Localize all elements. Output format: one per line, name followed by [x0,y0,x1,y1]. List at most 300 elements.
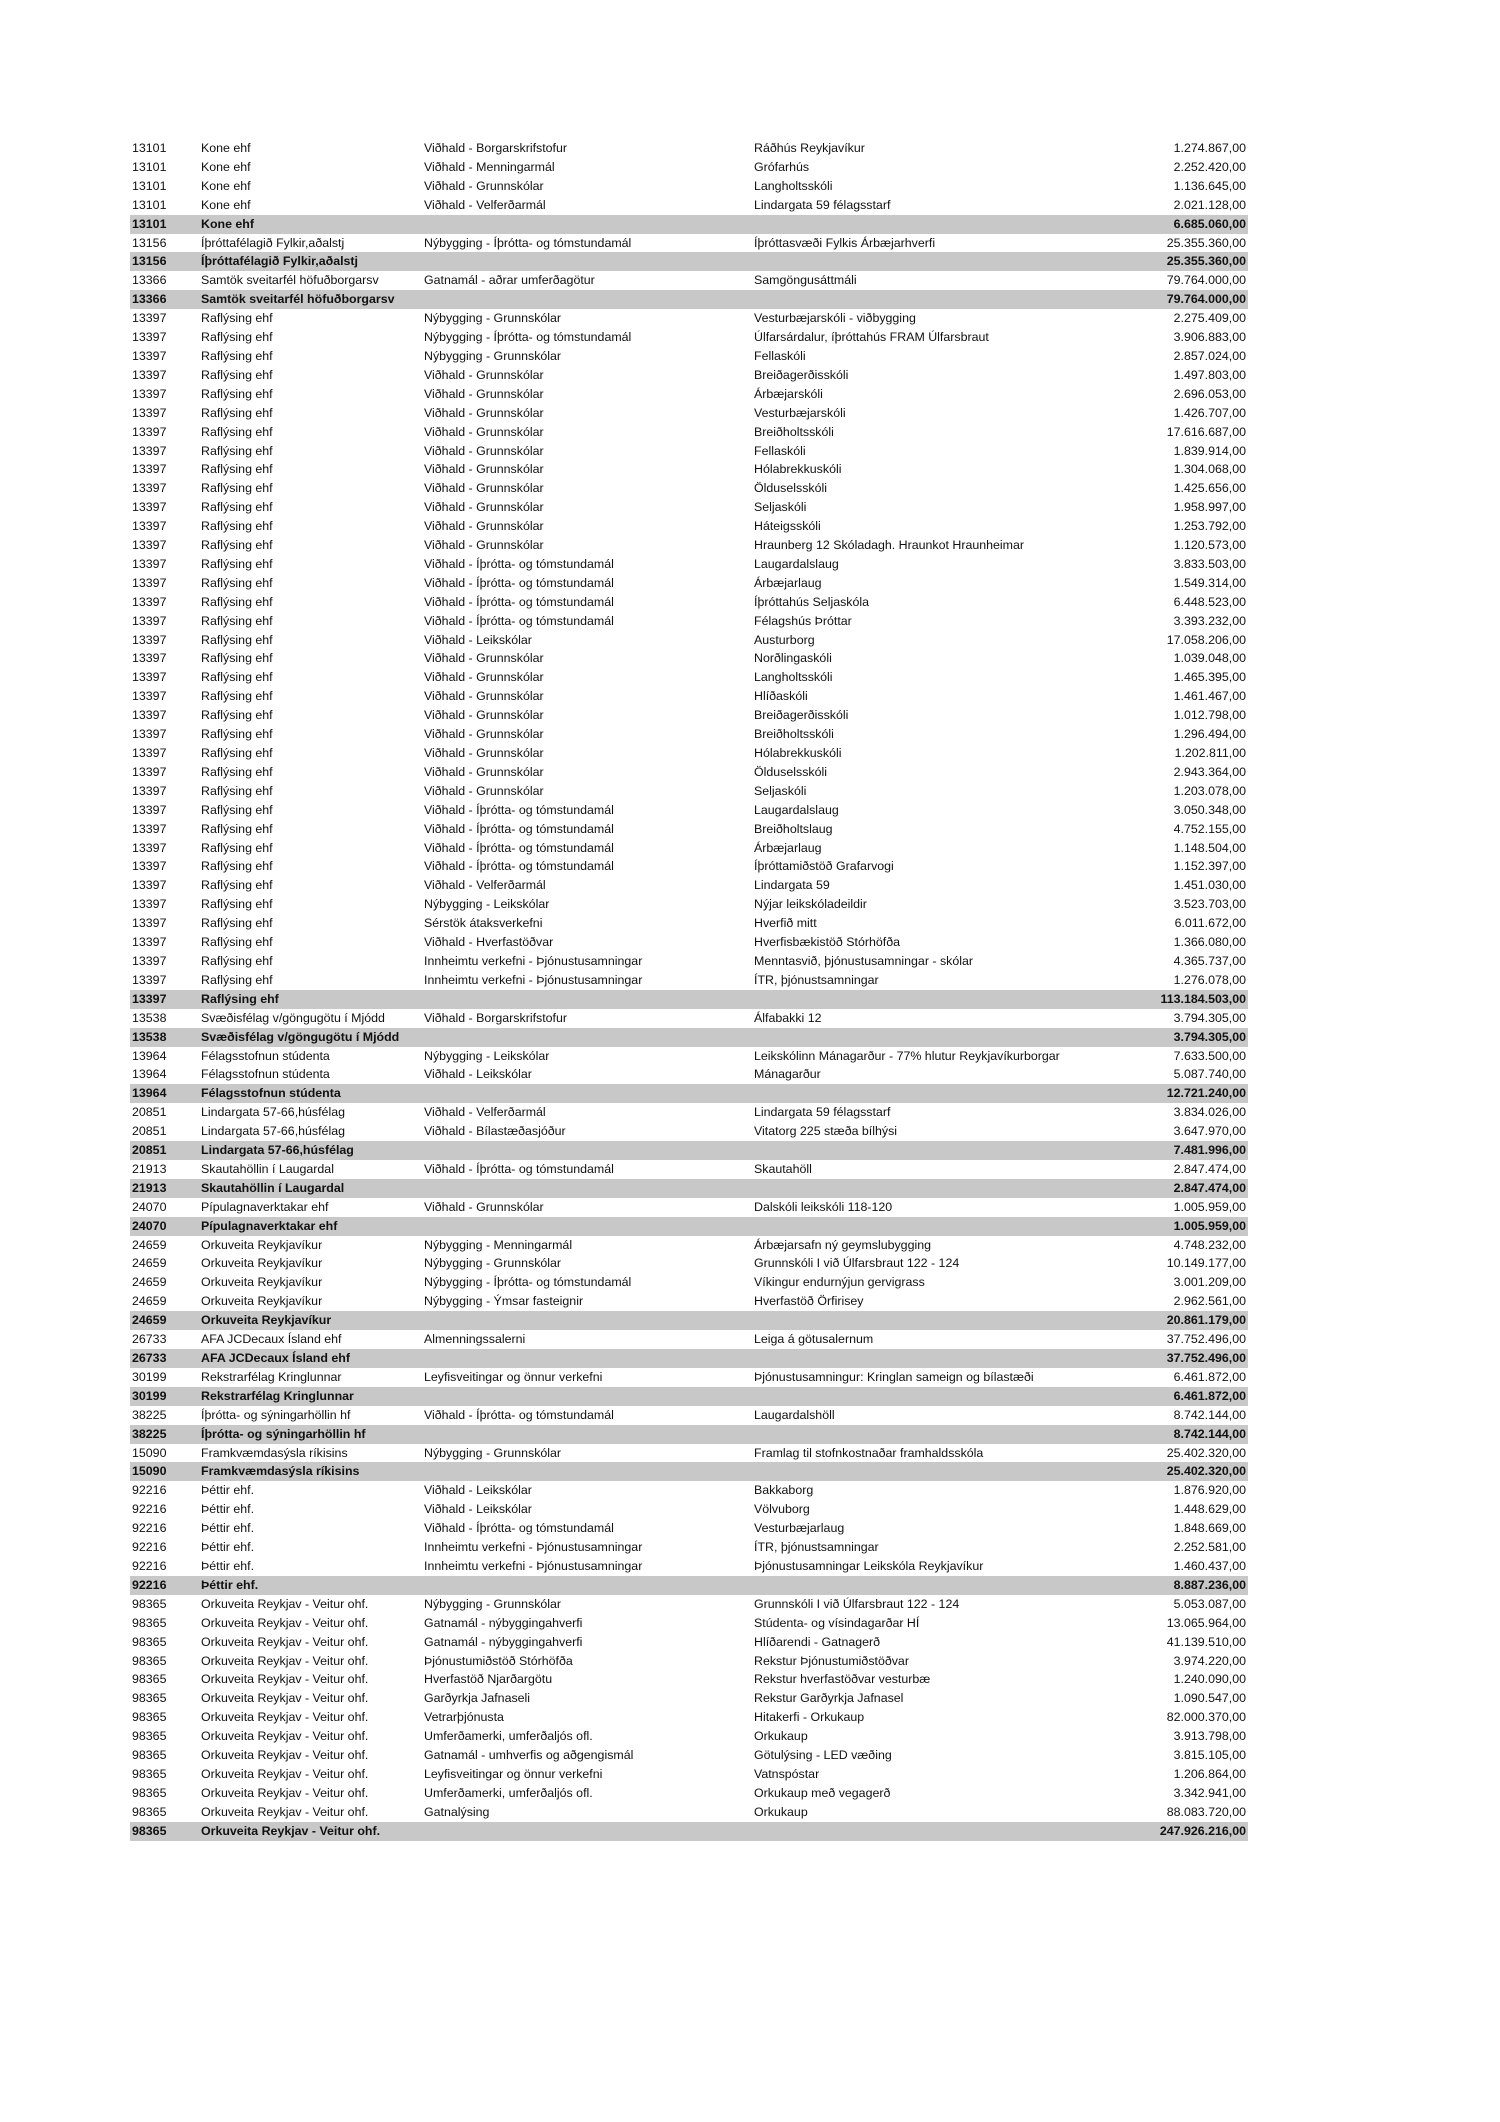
table-row [130,1633,1248,1652]
project-cell [754,290,1144,309]
category-cell: Umferðamerki, umferðaljós ofl. [424,1729,593,1744]
vendor-name-cell: Kone ehf [201,216,255,231]
subtotal-row [130,1084,1248,1103]
table-row [130,1236,1248,1255]
category-cell: Viðhald - Grunnskólar [424,500,544,515]
amount-cell: 25.355.360,00 [1166,254,1246,269]
category-cell: Leyfisveitingar og önnur verkefni [424,1766,603,1781]
category-cell: Gatnamál - nýbyggingahverfi [424,1634,583,1649]
category-cell: Gatnalýsing [424,1804,490,1819]
vendor-name-cell: Raflýsing ehf [201,481,273,496]
vendor-id-cell: 13397 [132,405,167,420]
vendor-name-cell: Íþrótta- og sýningarhöllin hf [201,1426,366,1441]
category-cell: Viðhald - Íþrótta- og tómstundamál [424,859,614,874]
amount-cell: 37.752.496,00 [1166,1351,1246,1365]
vendor-id-cell: 13397 [132,670,167,685]
amount-cell: 6.011.672,00 [1174,916,1246,931]
vendor-name-cell: Lindargata 57-66,húsfélag [201,1105,345,1120]
vendor-id-cell: 13397 [132,613,167,628]
vendor-name-cell: Raflýsing ehf [201,897,273,912]
vendor-name-cell: Raflýsing ehf [201,727,273,742]
vendor-name-cell: Orkuveita Reykjavíkur [201,1256,323,1271]
project-cell: Langholtsskóli [754,670,833,685]
category-cell: Innheimtu verkefni - Þjónustusamningar [424,953,643,968]
amount-cell: 1.039.048,00 [1173,651,1246,666]
project-cell: Mánagarður [754,1067,821,1082]
vendor-id-cell: 98365 [132,1615,167,1630]
category-cell: Viðhald - Grunnskólar [424,746,544,760]
table-row [130,1727,1248,1746]
project-cell [754,1217,1144,1236]
vendor-id-cell: 24070 [132,1199,167,1214]
vendor-name-cell: Íþróttafélagið Fylkir,aðalstj [201,254,358,269]
category-cell: Nýbygging - Grunnskólar [424,348,562,363]
table-row [130,1500,1248,1519]
vendor-name-cell: Orkuveita Reykjav - Veitur ohf. [201,1691,369,1706]
project-cell: ÍTR, þjónustsamningar [754,972,879,987]
amount-cell: 3.647.970,00 [1173,1124,1246,1139]
vendor-name-cell: Raflýsing ehf [201,953,273,968]
table-row [130,649,1248,668]
table-row [130,1652,1248,1671]
vendor-id-cell: 92216 [132,1521,167,1536]
subtotal-row [130,1576,1248,1595]
table-row [130,1368,1248,1387]
vendor-id-cell: 13397 [132,991,167,1006]
amount-cell: 8.887.236,00 [1173,1577,1246,1592]
vendor-name-cell: AFA JCDecaux Ísland ehf [201,1332,342,1347]
category-cell: Viðhald - Velferðarmál [424,197,546,212]
table-row [130,1670,1248,1689]
amount-cell: 8.742.144,00 [1173,1426,1246,1441]
vendor-name-cell: Skautahöllin í Laugardal [201,1161,334,1176]
vendor-name-cell: Kone ehf [201,197,251,212]
category-cell: Viðhald - Leikskólar [424,632,532,647]
vendor-id-cell: 13366 [132,273,167,288]
vendor-name-cell: Raflýsing ehf [201,348,273,363]
vendor-id-cell: 20851 [132,1105,167,1120]
project-cell: Götulýsing - LED væðing [754,1748,892,1763]
vendor-name-cell: Framkvæmdasýsla ríkisins [201,1464,360,1479]
vendor-id-cell: 13101 [132,141,167,155]
vendor-id-cell: 13156 [132,254,167,269]
project-cell: Vatnspóstar [754,1766,820,1781]
table-row [130,687,1248,706]
subtotal-row [130,1311,1248,1330]
table-row [130,158,1248,177]
category-cell: Gatnamál - umhverfis og aðgengismál [424,1748,634,1763]
amount-cell: 2.696.053,00 [1173,386,1246,401]
category-cell: Viðhald - Leikskólar [424,1067,532,1082]
ledger-table [130,139,1248,1841]
vendor-name-cell: Kone ehf [201,159,251,174]
vendor-id-cell: 13397 [132,821,167,836]
vendor-id-cell: 92216 [132,1540,167,1555]
project-cell: Hverfastöð Örfirisey [754,1294,864,1309]
category-cell: Viðhald - Grunnskólar [424,783,544,798]
vendor-id-cell: 38225 [132,1426,167,1441]
vendor-id-cell: 30199 [132,1369,167,1384]
amount-cell: 4.365.737,00 [1173,953,1246,968]
amount-cell: 1.005.959,00 [1173,1199,1246,1214]
vendor-id-cell: 21913 [132,1180,167,1195]
vendor-name-cell: Þéttir ehf. [201,1558,255,1573]
category-cell: Nýbygging - Leikskólar [424,897,550,912]
project-cell: Breiðholtsskóli [754,424,834,439]
project-cell: Háteigsskóli [754,519,821,534]
project-cell: Vesturbæjarskóli [754,405,846,420]
category-cell: Viðhald - Íþrótta- og tómstundamál [424,575,614,590]
category-cell [424,1576,754,1595]
vendor-name-cell: Svæðisfélag v/göngugötu í Mjódd [201,1010,385,1025]
category-cell: Viðhald - Borgarskrifstofur [424,1010,568,1025]
project-cell: Lindargata 59 [754,878,830,893]
vendor-name-cell: Raflýsing ehf [201,632,273,647]
project-cell: Laugardalshöll [754,1407,835,1422]
category-cell [424,1084,754,1103]
vendor-id-cell: 13101 [132,216,167,231]
category-cell: Nýbygging - Grunnskólar [424,311,562,326]
project-cell: Hverfisbækistöð Stórhöfða [754,935,901,950]
vendor-name-cell: Raflýsing ehf [201,500,273,515]
table-row [130,914,1248,933]
vendor-name-cell: Orkuveita Reykjav - Veitur ohf. [201,1596,369,1611]
vendor-id-cell: 15090 [132,1464,167,1479]
table-row [130,820,1248,839]
category-cell: Viðhald - Menningarmál [424,159,555,174]
table-row [130,574,1248,593]
vendor-name-cell: Raflýsing ehf [201,821,273,836]
amount-cell: 3.342.941,00 [1173,1785,1246,1800]
category-cell [424,290,754,309]
subtotal-row [130,215,1248,234]
vendor-name-cell: Raflýsing ehf [201,519,273,534]
project-cell [754,1179,1144,1198]
amount-cell: 1.497.803,00 [1173,367,1246,382]
subtotal-row [130,1425,1248,1444]
amount-cell: 1.549.314,00 [1173,575,1246,590]
project-cell: Hólabrekkuskóli [754,746,842,760]
vendor-name-cell: Svæðisfélag v/göngugötu í Mjódd [201,1029,400,1044]
vendor-name-cell: Orkuveita Reykjavíkur [201,1294,323,1309]
vendor-id-cell: 13397 [132,689,167,704]
project-cell: Hólabrekkuskóli [754,462,842,477]
amount-cell: 25.355.360,00 [1166,235,1246,250]
subtotal-row [130,1462,1248,1481]
table-row [130,801,1248,820]
subtotal-row [130,990,1248,1009]
table-row [130,933,1248,952]
category-cell: Viðhald - Grunnskólar [424,367,544,382]
amount-cell: 3.794.305,00 [1173,1010,1246,1025]
table-row [130,1481,1248,1500]
subtotal-row [130,252,1248,271]
vendor-id-cell: 98365 [132,1710,167,1725]
project-cell: Vitatorg 225 stæða bílhýsi [754,1124,898,1139]
vendor-name-cell: Samtök sveitarfél höfuðborgarsv [201,273,379,288]
vendor-id-cell: 13538 [132,1029,167,1044]
vendor-id-cell: 13397 [132,462,167,477]
category-cell: Viðhald - Íþrótta- og tómstundamál [424,1161,614,1176]
amount-cell: 10.149.177,00 [1166,1256,1246,1271]
amount-cell: 3.834.026,00 [1173,1105,1246,1120]
vendor-name-cell: Raflýsing ehf [201,386,273,401]
category-cell [424,1179,754,1198]
project-cell: Árbæjarlaug [754,840,822,855]
table-row [130,725,1248,744]
vendor-name-cell: Raflýsing ehf [201,972,273,987]
amount-cell: 13.065.964,00 [1166,1615,1246,1630]
vendor-id-cell: 13397 [132,556,167,571]
vendor-id-cell: 20851 [132,1124,167,1139]
amount-cell: 1.253.792,00 [1173,519,1246,534]
category-cell [424,1462,754,1481]
vendor-name-cell: Þéttir ehf. [201,1577,259,1592]
vendor-name-cell: Þéttir ehf. [201,1502,255,1517]
amount-cell: 12.721.240,00 [1166,1086,1246,1101]
amount-cell: 6.685.060,00 [1173,216,1246,231]
vendor-id-cell: 13397 [132,538,167,553]
category-cell [424,215,754,234]
vendor-id-cell: 13397 [132,802,167,817]
vendor-id-cell: 13397 [132,878,167,893]
category-cell: Viðhald - Velferðarmál [424,878,546,893]
vendor-id-cell: 13101 [132,178,167,193]
project-cell: Langholtsskóli [754,178,833,193]
category-cell: Nýbygging - Grunnskólar [424,1445,562,1460]
vendor-id-cell: 13101 [132,159,167,174]
vendor-id-cell: 13538 [132,1010,167,1025]
category-cell: Nýbygging - Menningarmál [424,1237,573,1252]
category-cell: Viðhald - Hverfastöðvar [424,935,554,950]
vendor-name-cell: Raflýsing ehf [201,462,273,477]
table-row [130,1273,1248,1292]
amount-cell: 1.202.811,00 [1174,746,1246,760]
vendor-id-cell: 92216 [132,1558,167,1573]
amount-cell: 113.184.503,00 [1160,991,1246,1006]
category-cell: Nýbygging - Leikskólar [424,1048,550,1063]
project-cell: Leikskólinn Mánagarður - 77% hlutur Reykjavíkurborgar [754,1048,1060,1063]
table-row [130,366,1248,385]
project-cell: Lindargata 59 félagsstarf [754,1105,891,1120]
amount-cell: 1.296.494,00 [1173,727,1246,742]
vendor-id-cell: 13366 [132,292,167,307]
table-row [130,1689,1248,1708]
category-cell: Viðhald - Grunnskólar [424,443,544,458]
vendor-name-cell: Raflýsing ehf [201,424,273,439]
vendor-name-cell: Raflýsing ehf [201,764,273,779]
amount-cell: 41.139.510,00 [1166,1634,1246,1649]
category-cell: Sérstök átaksverkefni [424,916,543,931]
category-cell: Hverfastöð Njarðargötu [424,1672,553,1687]
vendor-name-cell: Raflýsing ehf [201,708,273,723]
table-row [130,271,1248,290]
amount-cell: 3.974.220,00 [1173,1653,1246,1668]
vendor-name-cell: Kone ehf [201,141,251,155]
project-cell: Víkingur endurnýjun gervigrass [754,1275,925,1290]
amount-cell: 37.752.496,00 [1166,1332,1246,1347]
project-cell: Rekstur hverfastöðvar vesturbæ [754,1672,931,1687]
vendor-id-cell: 98365 [132,1748,167,1763]
amount-cell: 2.252.420,00 [1173,159,1246,174]
vendor-id-cell: 98365 [132,1804,167,1819]
table-row [130,744,1248,763]
category-cell [424,1349,754,1368]
vendor-id-cell: 13397 [132,746,167,760]
vendor-name-cell: Raflýsing ehf [201,878,273,893]
table-row [130,876,1248,895]
category-cell: Nýbygging - Grunnskólar [424,1256,562,1271]
table-row [130,895,1248,914]
category-cell: Innheimtu verkefni - Þjónustusamningar [424,972,643,987]
subtotal-row [130,1822,1248,1841]
project-cell: Framlag til stofnkostnaðar framhaldsskóla [754,1445,984,1460]
project-cell: Hverfið mitt [754,916,817,931]
project-cell: Vesturbæjarlaug [754,1521,845,1536]
table-row [130,1538,1248,1557]
amount-cell: 2.252.581,00 [1173,1540,1246,1555]
project-cell: Menntasvið, þjónustusamningar - skólar [754,953,974,968]
project-cell [754,1311,1144,1330]
category-cell: Viðhald - Íþrótta- og tómstundamál [424,840,614,855]
vendor-id-cell: 98365 [132,1596,167,1611]
category-cell: Garðyrkja Jafnaseli [424,1691,531,1706]
vendor-id-cell: 92216 [132,1577,167,1592]
vendor-id-cell: 13397 [132,632,167,647]
category-cell: Viðhald - Leikskólar [424,1502,532,1517]
vendor-name-cell: Félagsstofnun stúdenta [201,1086,341,1101]
vendor-name-cell: Orkuveita Reykjav - Veitur ohf. [201,1729,369,1744]
vendor-name-cell: Orkuveita Reykjavíkur [201,1313,332,1328]
vendor-id-cell: 15090 [132,1445,167,1460]
amount-cell: 2.962.561,00 [1173,1294,1246,1309]
table-row [130,706,1248,725]
vendor-name-cell: Raflýsing ehf [201,575,273,590]
vendor-name-cell: Raflýsing ehf [201,311,273,326]
project-cell: Laugardalslaug [754,556,839,571]
vendor-name-cell: Raflýsing ehf [201,367,273,382]
category-cell: Viðhald - Grunnskólar [424,670,544,685]
project-cell [754,1084,1144,1103]
vendor-id-cell: 13397 [132,575,167,590]
project-cell: Samgöngusáttmáli [754,273,857,288]
vendor-name-cell: Raflýsing ehf [201,916,273,931]
vendor-name-cell: Félagsstofnun stúdenta [201,1067,330,1082]
amount-cell: 1.206.864,00 [1173,1766,1246,1781]
vendor-id-cell: 24070 [132,1218,167,1233]
table-row [130,1595,1248,1614]
table-row [130,631,1248,650]
category-cell: Viðhald - Grunnskólar [424,481,544,496]
table-row [130,1103,1248,1122]
project-cell: Árbæjarskóli [754,386,823,401]
category-cell: Viðhald - Grunnskólar [424,178,544,193]
category-cell: Viðhald - Velferðarmál [424,1105,546,1120]
amount-cell: 3.833.503,00 [1173,556,1246,571]
project-cell [754,1141,1144,1160]
vendor-id-cell: 13397 [132,897,167,912]
vendor-name-cell: Raflýsing ehf [201,859,273,874]
project-cell [754,252,1144,271]
table-row [130,1708,1248,1727]
vendor-id-cell: 13101 [132,197,167,212]
amount-cell: 1.425.656,00 [1173,481,1246,496]
table-row [130,404,1248,423]
category-cell: Viðhald - Grunnskólar [424,764,544,779]
vendor-name-cell: Raflýsing ehf [201,935,273,950]
amount-cell: 1.848.669,00 [1173,1521,1246,1536]
table-row [130,328,1248,347]
subtotal-row [130,1387,1248,1406]
vendor-id-cell: 30199 [132,1388,167,1403]
vendor-name-cell: Raflýsing ehf [201,746,273,760]
category-cell: Viðhald - Grunnskólar [424,1199,544,1214]
vendor-id-cell: 98365 [132,1766,167,1781]
amount-cell: 2.847.474,00 [1173,1161,1246,1176]
amount-cell: 1.304.068,00 [1173,462,1246,477]
amount-cell: 2.943.364,00 [1173,764,1246,779]
vendor-name-cell: Rekstrarfélag Kringlunnar [201,1369,342,1384]
category-cell: Viðhald - Grunnskólar [424,538,544,553]
amount-cell: 79.764.000,00 [1166,292,1246,307]
amount-cell: 1.274.867,00 [1173,141,1246,155]
table-row [130,1009,1248,1028]
vendor-name-cell: Skautahöllin í Laugardal [201,1180,345,1195]
project-cell: Hlíðarendi - Gatnagerð [754,1634,881,1649]
vendor-id-cell: 13964 [132,1067,167,1082]
vendor-id-cell: 13397 [132,443,167,458]
vendor-name-cell: Raflýsing ehf [201,594,273,609]
table-row [130,309,1248,328]
vendor-id-cell: 13397 [132,311,167,326]
project-cell: Úlfarsárdalur, íþróttahús FRAM Úlfarsbraut [754,330,989,345]
amount-cell: 3.393.232,00 [1173,613,1246,628]
vendor-id-cell: 13397 [132,708,167,723]
vendor-name-cell: Félagsstofnun stúdenta [201,1048,330,1063]
vendor-name-cell: Orkuveita Reykjav - Veitur ohf. [201,1653,369,1668]
project-cell: Hitakerfi - Orkukaup [754,1710,865,1725]
vendor-name-cell: Raflýsing ehf [201,651,273,666]
table-row [130,952,1248,971]
vendor-name-cell: Orkuveita Reykjav - Veitur ohf. [201,1710,369,1725]
vendor-name-cell: Raflýsing ehf [201,443,273,458]
category-cell [424,252,754,271]
category-cell: Gatnamál - aðrar umferðagötur [424,273,595,288]
amount-cell: 17.616.687,00 [1166,424,1246,439]
amount-cell: 2.021.128,00 [1173,197,1246,212]
subtotal-row [130,1349,1248,1368]
project-cell: Orkukaup með vegagerð [754,1785,891,1800]
table-row [130,1330,1248,1349]
project-cell: Fellaskóli [754,443,806,458]
amount-cell: 3.913.798,00 [1173,1729,1246,1744]
amount-cell: 4.752.155,00 [1173,821,1246,836]
vendor-name-cell: AFA JCDecaux Ísland ehf [201,1351,350,1365]
vendor-id-cell: 13156 [132,235,167,250]
vendor-name-cell: Pípulagnaverktakar ehf [201,1218,338,1233]
amount-cell: 7.481.996,00 [1173,1143,1246,1158]
table-row [130,1122,1248,1141]
project-cell: Breiðholtslaug [754,821,833,836]
project-cell [754,1028,1144,1047]
amount-cell: 247.926.216,00 [1159,1823,1246,1838]
table-row [130,839,1248,858]
category-cell: Leyfisveitingar og önnur verkefni [424,1369,603,1384]
project-cell: Hlíðaskóli [754,689,808,704]
vendor-id-cell: 38225 [132,1407,167,1422]
vendor-name-cell: Raflýsing ehf [201,840,273,855]
project-cell: Orkukaup [754,1729,808,1744]
